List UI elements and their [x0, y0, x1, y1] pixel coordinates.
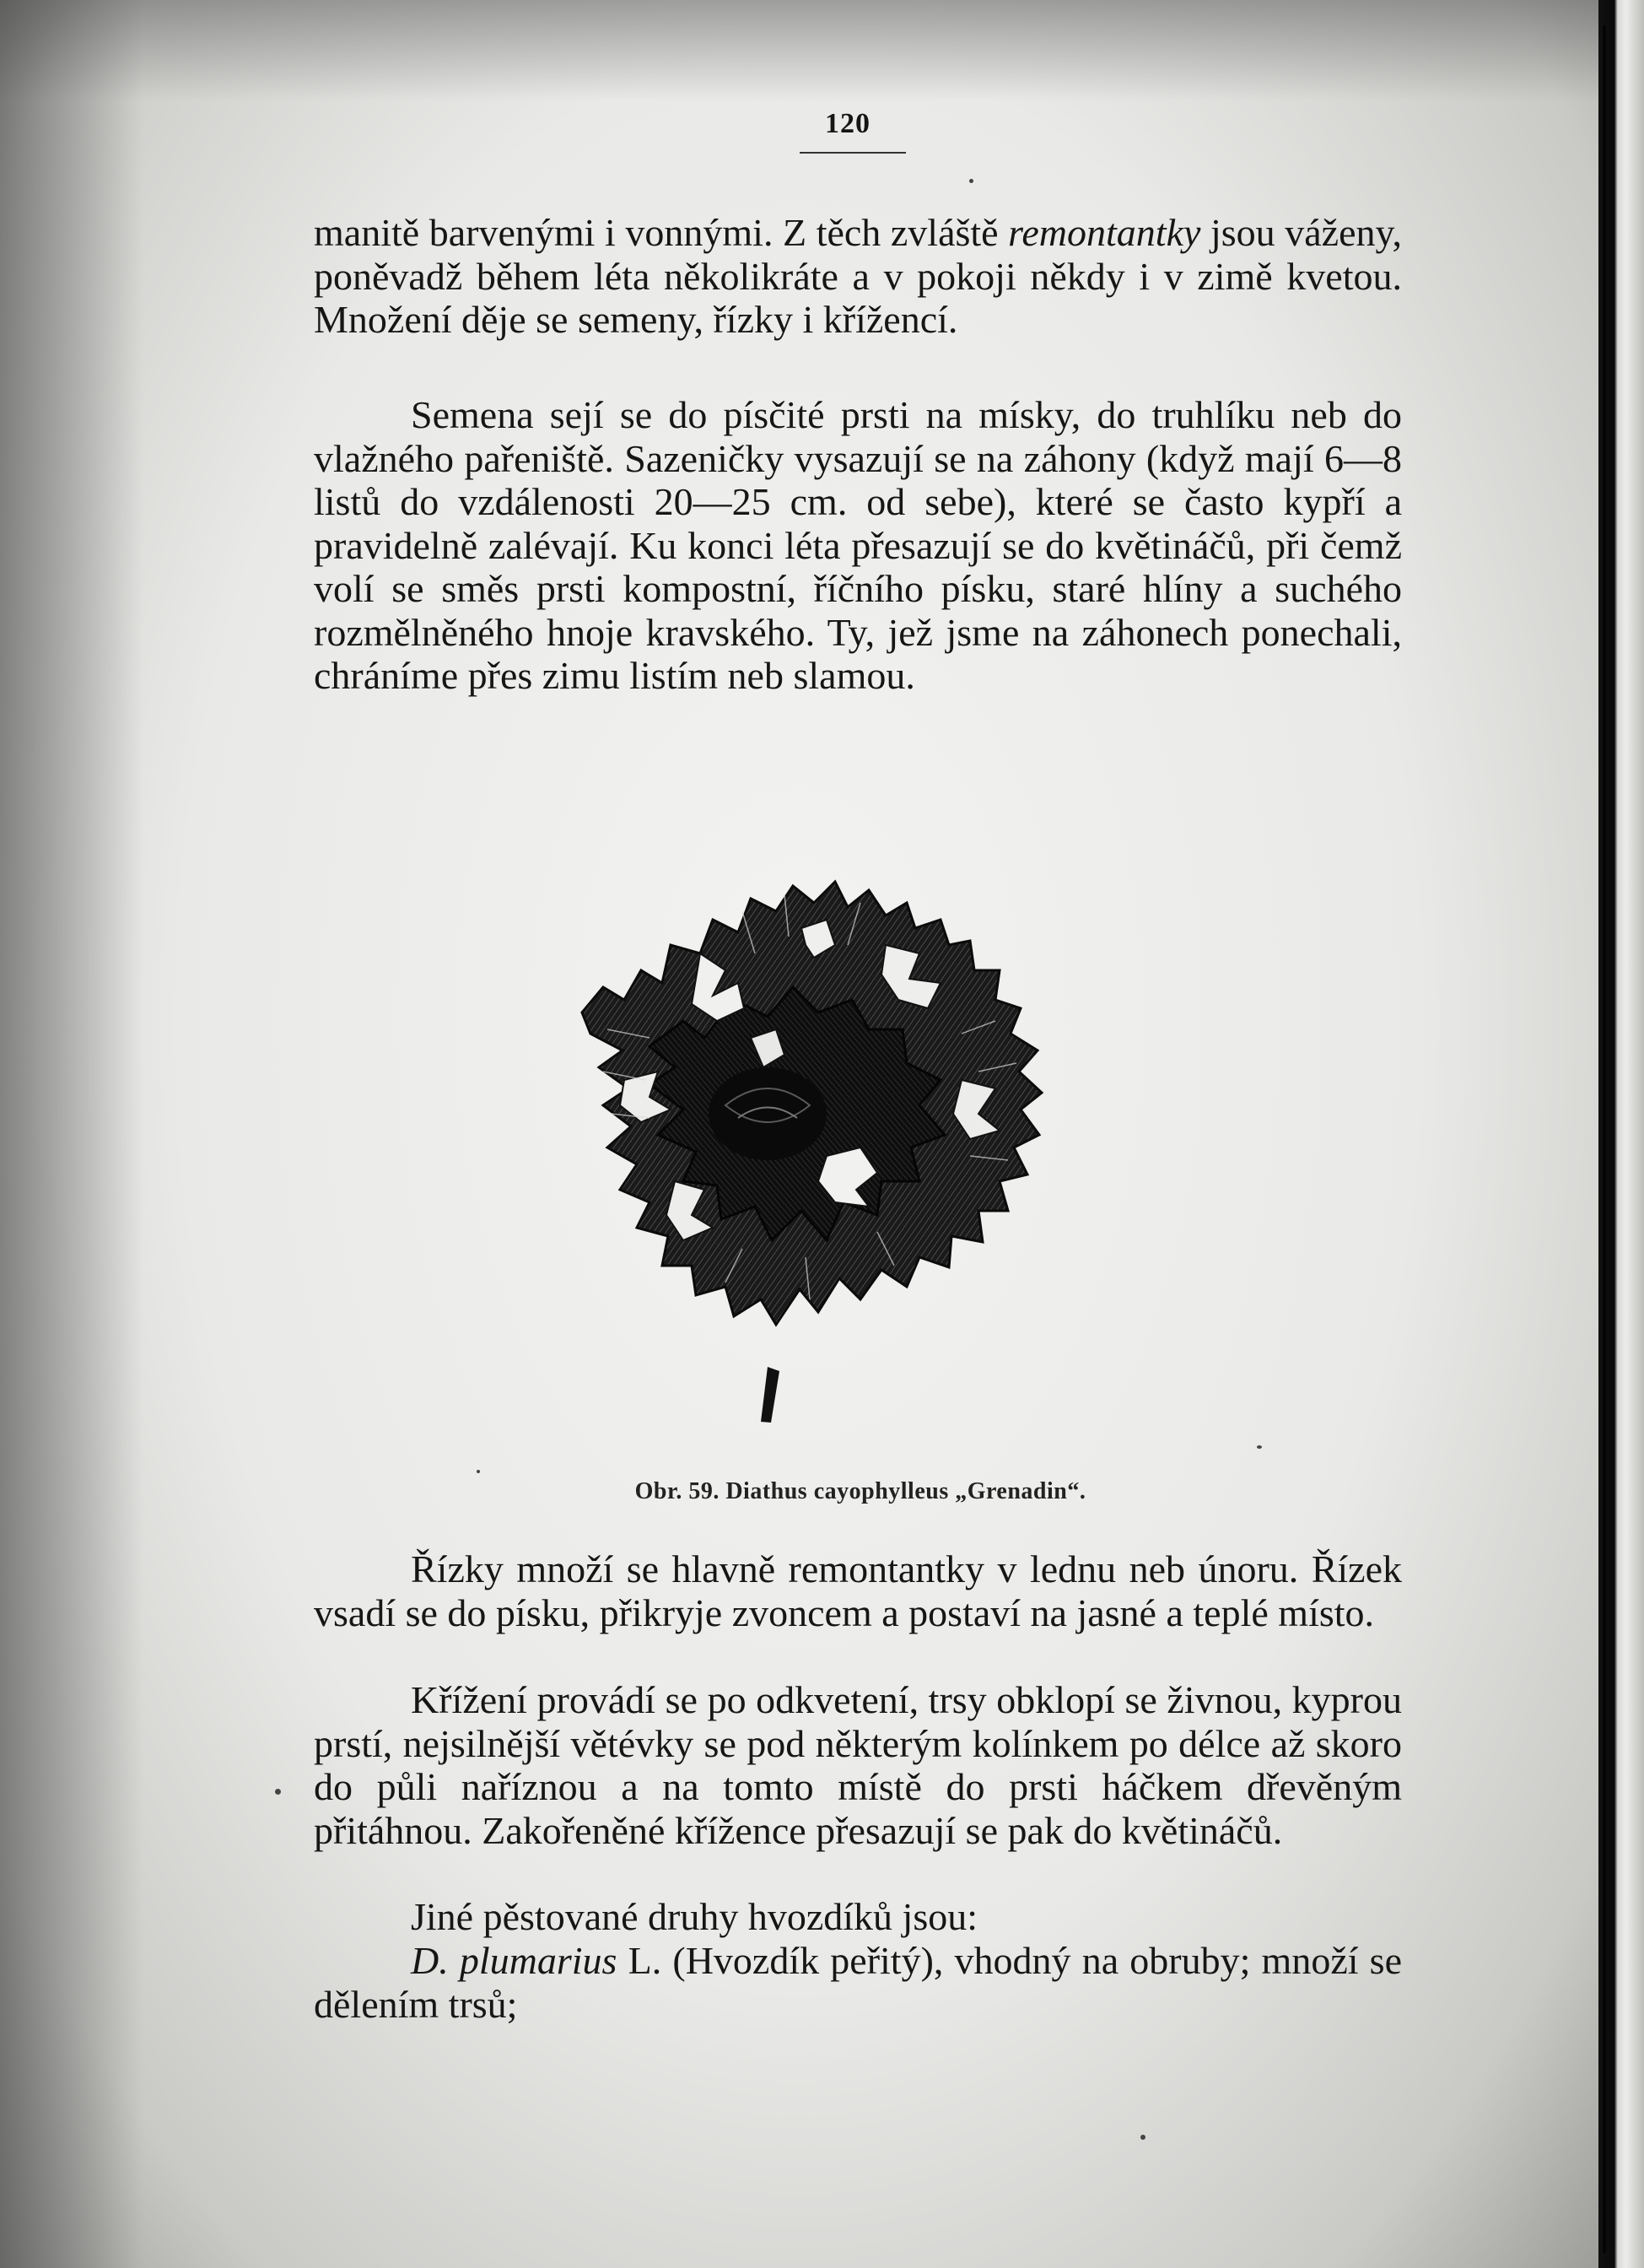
paragraph-6	[314, 1939, 1402, 2026]
species-name: D. plumarius	[411, 1939, 617, 1982]
paragraph-6-text: L. (Hvozdík peřitý), vhodný na obruby; množí se dělením trsů;	[314, 1939, 1402, 2026]
page-edge-line	[1603, 25, 1606, 2253]
paragraph-1	[314, 211, 1402, 342]
scan-speck	[477, 1470, 480, 1473]
paragraph-1-text-b: jsou váženy, poněvadž během léta několikráte a v pokoji někdy i v zimě kvetou. Množení děje se semeny, řízky i křížencí.	[314, 211, 1402, 341]
paragraph-3: Řízky množí se hlavně remontantky v lednu neb únoru. Řízek vsadí se do písku, přikryje zvoncem a postaví na jasné a teplé místo.	[314, 1547, 1402, 1634]
scan-speck	[1257, 1445, 1262, 1449]
page-number-rule	[800, 152, 906, 154]
figure-caption: Obr. 59. Diathus cayophylleus „Grenadin“.	[634, 1478, 1086, 1504]
page-number: 120	[825, 108, 871, 139]
scan-speck	[1140, 2135, 1145, 2140]
scan-speck	[969, 179, 973, 183]
paragraph-1-text-a: manitě barvenými i vonnými. Z těch zvláště	[314, 211, 1009, 254]
paragraph-5: Jiné pěstované druhy hvozdíků jsou:	[411, 1895, 978, 1938]
emphasis-remontantky: remontantky	[1008, 211, 1201, 254]
carnation-flower-icon	[523, 827, 1198, 1451]
scan-speck	[275, 1789, 281, 1795]
paragraph-4: Křížení provádí se po odkvetení, trsy obklopí se živnou, kyprou prstí, nejsilnější větévky se pod některým kolínkem po délce až skoro do půli naříznou a na tomto místě do prsti háčkem dřevěným přitáhnou. Zakořeněné křížence přesazují se pak do květináčů.	[314, 1678, 1402, 1852]
carnation-illustration	[523, 827, 1198, 1451]
paragraph-2: Semena sejí se do písčité prsti na mísky, do truhlíku neb do vlažného pařeniště. Sazeničky vysazují se na záhony (když mají 6—8 listů do vzdálenosti 20—25 cm. od sebe), které se často kypří a pravidelně zalévají. Ku konci léta přesazují se do květináčů, při čemž volí se směs prsti kompostní, říčního písku, staré hlíny a suchého rozmělněného hnoje kravského. Ty, jež jsme na záhonech ponechali, chráníme přes zimu listím neb slamou.	[314, 393, 1402, 697]
